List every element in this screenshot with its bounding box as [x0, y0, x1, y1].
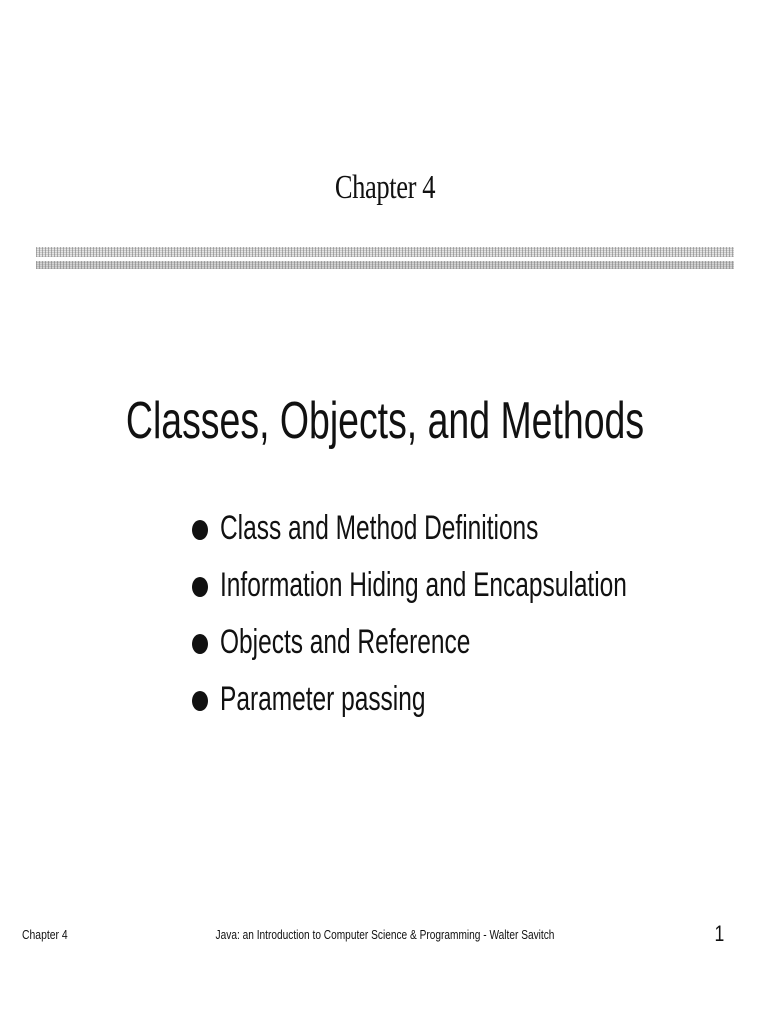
bullet-text: Class and Method Definitions [220, 509, 539, 547]
footer-book-title: Java: an Introduction to Computer Science & Programming - Walter Savitch [215, 927, 555, 942]
chapter-heading: Chapter 4 [334, 169, 436, 206]
bullet-dot-icon [192, 691, 208, 711]
slide-title: Classes, Objects, and Methods [125, 392, 645, 450]
bullet-text: Parameter passing [220, 680, 426, 718]
bullet-text: Objects and Reference [220, 623, 471, 661]
bullet-dot-icon [192, 577, 208, 597]
divider-rule-bottom [36, 261, 734, 269]
bullet-text: Information Hiding and Encapsulation [220, 566, 627, 604]
bullet-dot-icon [192, 520, 208, 540]
bullet-dot-icon [192, 634, 208, 654]
divider-rule-top [36, 247, 734, 257]
page-number: 1 [714, 921, 724, 946]
footer-chapter-label: Chapter 4 [22, 927, 68, 942]
